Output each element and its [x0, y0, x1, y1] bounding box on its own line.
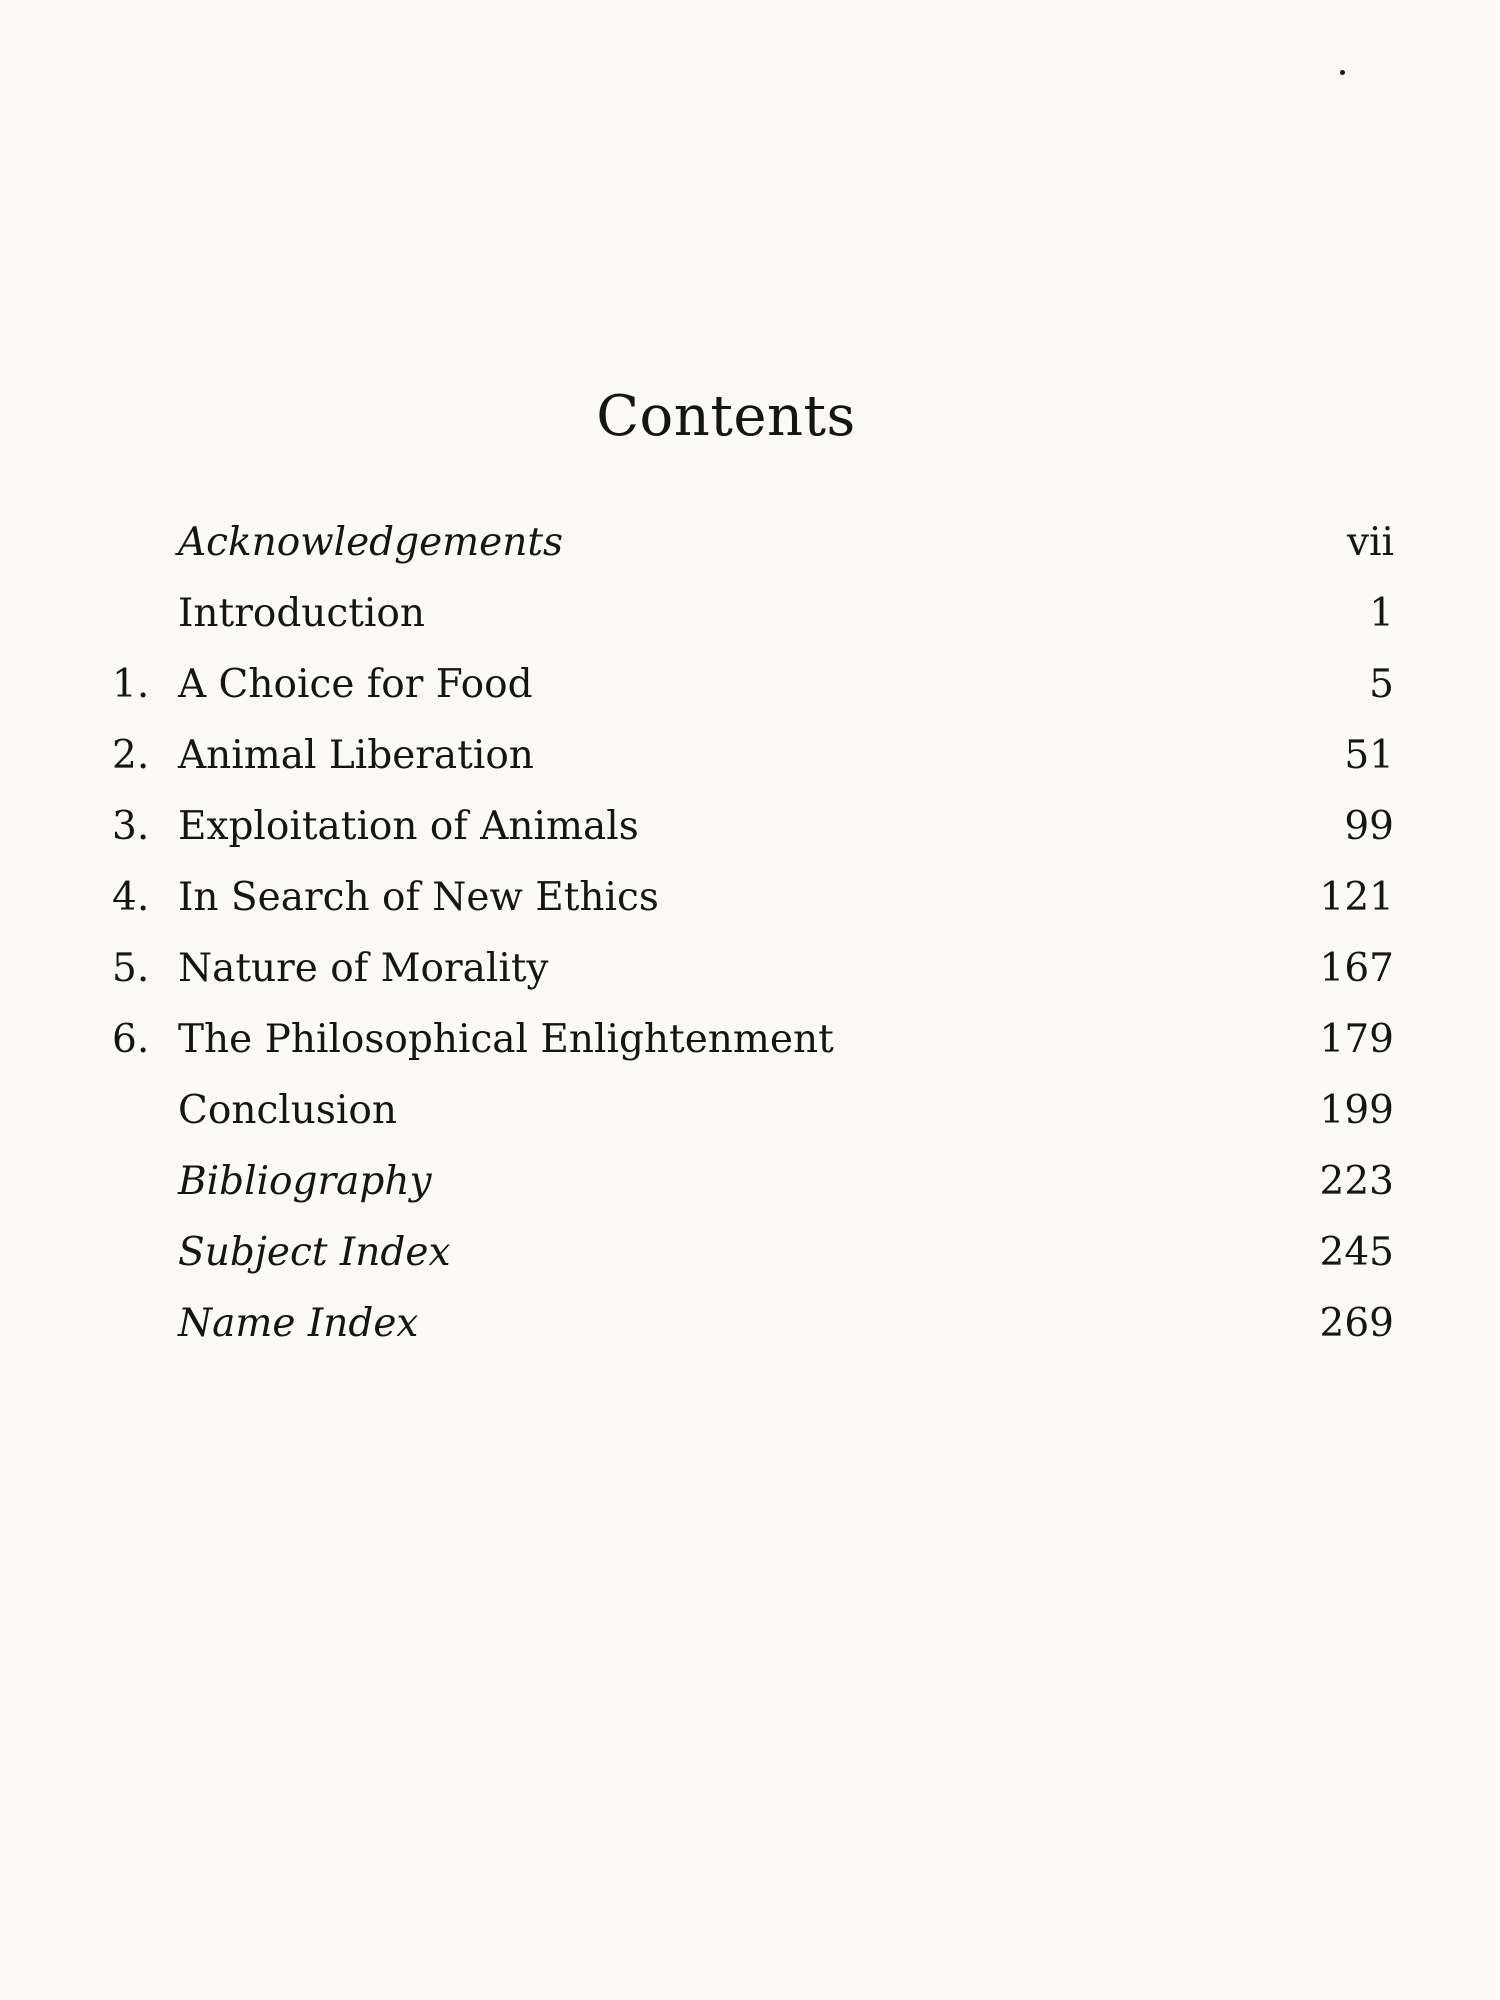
toc-entry-page: 51	[1344, 733, 1394, 778]
toc-entry-label: Name Index	[178, 1301, 419, 1346]
toc-entry-label: Exploitation of Animals	[178, 804, 639, 849]
toc-entry-page: 167	[1319, 946, 1394, 991]
toc-entry-label: Subject Index	[178, 1230, 451, 1275]
toc-entry-number: 1.	[112, 662, 150, 707]
toc-entry	[0, 863, 1500, 933]
toc-entry	[0, 1005, 1500, 1075]
toc-entry-label: In Search of New Ethics	[178, 875, 659, 920]
toc-entry-number: 2.	[112, 733, 150, 778]
toc-entry-label: Nature of Morality	[178, 946, 549, 991]
toc-entry-label: Animal Liberation	[178, 733, 534, 778]
toc-entry-page: 179	[1319, 1017, 1394, 1062]
toc-entry-page: 245	[1319, 1230, 1394, 1275]
toc-entry	[0, 650, 1500, 720]
toc-entry-number: 3.	[112, 804, 150, 849]
toc-entry-page: 223	[1319, 1159, 1394, 1204]
page-title: Contents	[596, 384, 856, 449]
toc-entry-page: 121	[1319, 875, 1394, 920]
toc-entry	[0, 1218, 1500, 1288]
toc-entry-page: 5	[1369, 662, 1394, 707]
ink-speck	[1340, 70, 1345, 75]
toc-entry-label: The Philosophical Enlightenment	[178, 1017, 834, 1062]
toc-entry-page: vii	[1347, 520, 1394, 565]
toc-entry-number: 6.	[112, 1017, 150, 1062]
toc-entry-number: 5.	[112, 946, 150, 991]
toc-entry	[0, 1289, 1500, 1359]
toc-entry-label: Bibliography	[178, 1159, 432, 1204]
toc-entry-page: 269	[1319, 1301, 1394, 1346]
toc-entry-label: Introduction	[178, 591, 425, 636]
toc-entry-label: A Choice for Food	[178, 662, 533, 707]
toc-entry-label: Acknowledgements	[178, 520, 564, 565]
toc-entry-page: 199	[1319, 1088, 1394, 1133]
toc-entry	[0, 792, 1500, 862]
toc-entry	[0, 934, 1500, 1004]
toc-entry	[0, 1147, 1500, 1217]
toc-entry-number: 4.	[112, 875, 150, 920]
toc-entry	[0, 1076, 1500, 1146]
toc-entry	[0, 579, 1500, 649]
toc-entry-page: 1	[1369, 591, 1394, 636]
toc-entry-page: 99	[1344, 804, 1394, 849]
toc-entry	[0, 721, 1500, 791]
toc-entry-label: Conclusion	[178, 1088, 397, 1133]
toc-entry	[0, 508, 1500, 578]
